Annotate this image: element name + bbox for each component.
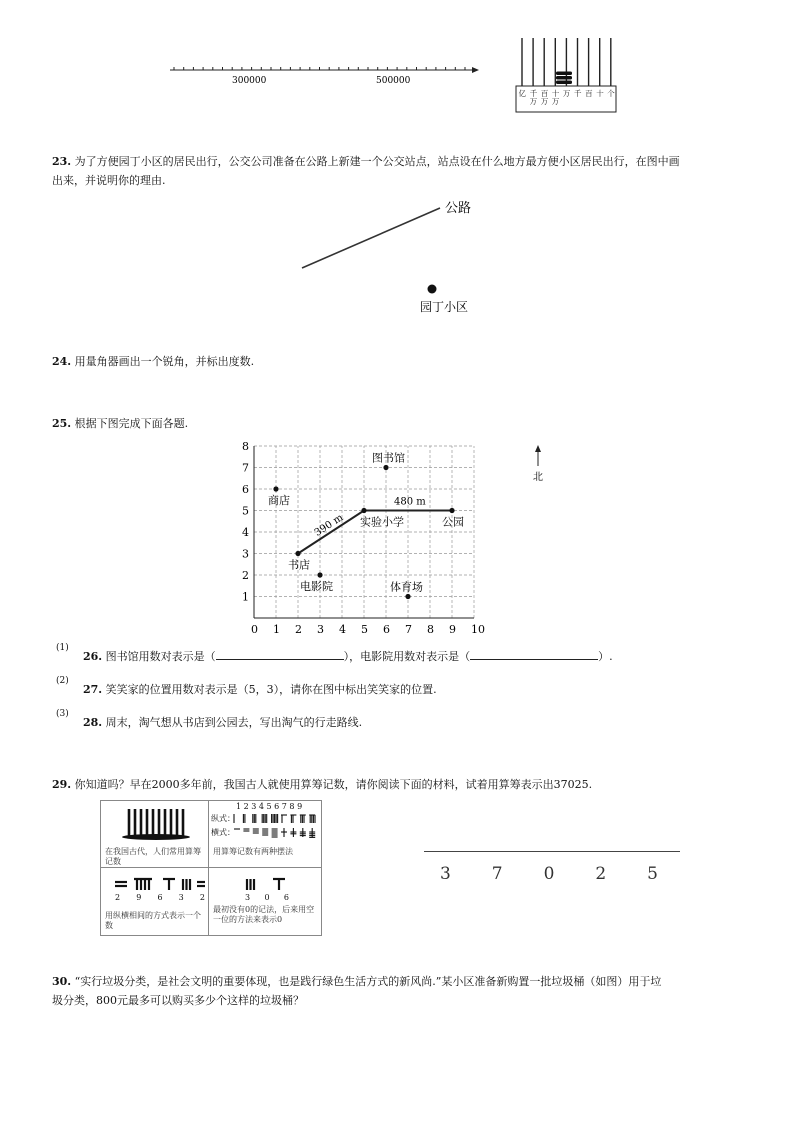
panel-caption-2: 用算筹记数有两种摆法 <box>213 847 293 856</box>
x-tick-label: 2 <box>295 623 302 636</box>
x-tick-label: 8 <box>427 623 434 636</box>
question-26: 26. 图书馆用数对表示是（ ），电影院用数对表示是（ ）. <box>83 650 613 663</box>
answer-digit: 0 <box>543 864 555 884</box>
x-tick-label: 4 <box>339 623 346 636</box>
y-tick-label: 7 <box>242 461 249 475</box>
digit-header-row: 1 2 3 4 5 6 7 8 9 <box>236 802 303 811</box>
example-digit: 9 <box>136 893 142 902</box>
place-label: 书店 <box>288 558 310 572</box>
abacus-place-label: 百 <box>540 89 549 98</box>
zong-digit-8 <box>300 815 306 823</box>
question-28: 28. 周末，淘气想从书店到公园去，写出淘气的行走路线. <box>83 716 363 729</box>
x-tick-label: 3 <box>317 623 324 636</box>
heng-digit-6 <box>281 828 287 837</box>
question-number: 26. <box>83 650 103 663</box>
question-text: 根据下图完成下面各题. <box>74 417 189 430</box>
sub-index-1: (1) <box>56 643 69 653</box>
heng-digit-2 <box>243 829 249 831</box>
abacus-place-label: 个 <box>607 89 615 98</box>
heng-digit-4 <box>262 829 268 835</box>
y-tick-label: 8 <box>242 440 249 453</box>
example-digits-306 <box>245 893 289 902</box>
question-text: 用量角器画出一个锐角，并标出度数. <box>74 355 255 368</box>
north-indicator <box>526 444 550 484</box>
answer-line[interactable] <box>424 851 680 852</box>
abacus-place-label: 万 <box>529 97 538 106</box>
panel-caption-3: 用纵横相间的方式表示一个数 <box>105 911 201 930</box>
question-number: 29. <box>52 778 72 791</box>
place-point <box>361 508 366 513</box>
place-point <box>405 594 410 599</box>
answer-digit: 3 <box>440 864 451 884</box>
answer-blank-library[interactable] <box>216 649 344 660</box>
zong-label: 纵式： <box>211 814 235 823</box>
heng-label: 横式： <box>211 828 235 837</box>
y-tick-label: 1 <box>242 590 249 604</box>
number-line <box>166 58 482 90</box>
question-text: 为了方便园丁小区的居民出行，公交公司准备在公路上新建一个公交站点，站点设在什么地方最方便小区居民出行，在图中画 <box>74 155 680 168</box>
x-tick-label: 7 <box>405 623 412 636</box>
zong-rods <box>233 813 321 825</box>
counting-frame <box>512 36 620 116</box>
question-text: “实行垃圾分类，是社会文明的重要体现，也是践行绿色生活方式的新风尚.”某小区准备新购置一批垃圾桶（如图）用于垃 <box>74 975 662 988</box>
example-rods-29632 <box>111 875 205 893</box>
question-23 <box>52 152 680 171</box>
y-tick-label: 2 <box>242 569 249 582</box>
heng-digit-5 <box>272 829 278 837</box>
place-label: 实验小学 <box>360 515 404 529</box>
zong-digit-4 <box>262 814 267 823</box>
question-27: 27. 笑笑家的位置用数对表示是（5，3），请你在图中标出笑笑家的位置. <box>83 683 437 696</box>
zong-digit-7 <box>290 815 296 823</box>
zong-digit-5 <box>272 814 278 823</box>
abacus-bead <box>556 81 572 85</box>
y-tick-label: 6 <box>242 483 249 496</box>
place-point <box>295 551 300 556</box>
question-30-line2: 圾分类，800元最多可以购买多少个这样的垃圾桶？ <box>52 994 304 1007</box>
example-digit: 2 <box>199 893 205 902</box>
heng-digit-7 <box>290 828 296 837</box>
x-tick-label: 0 <box>251 623 258 636</box>
x-tick-label: 9 <box>449 623 456 636</box>
road-label: 公路 <box>445 201 472 216</box>
zong-digit-9 <box>309 815 315 823</box>
question-25 <box>52 414 188 433</box>
panel-caption-1: 在我国古代，人们常用算筹记数 <box>105 847 201 866</box>
x-tick-label: 5 <box>361 623 368 636</box>
example-digit: 6 <box>283 893 289 902</box>
question-30 <box>52 972 661 991</box>
place-label: 商店 <box>268 494 290 507</box>
answer-digits <box>440 864 658 884</box>
abacus-place-label: 十 <box>596 89 604 98</box>
north-label: 北 <box>533 472 543 483</box>
abacus-place-label: 万 <box>540 97 549 106</box>
zong-digit-2 <box>243 814 245 823</box>
zong-digit-3 <box>253 814 256 823</box>
y-tick-label: 4 <box>242 526 249 539</box>
place-point <box>383 465 388 470</box>
community-point <box>428 285 437 294</box>
abacus-place-label: 十 <box>551 89 560 98</box>
heng-digit-8 <box>300 828 306 837</box>
answer-digit: 7 <box>491 864 503 884</box>
question-number: 30. <box>52 975 72 988</box>
question-29 <box>52 775 592 794</box>
x-tick-label: 1 <box>273 623 280 636</box>
sub-index-3: (3) <box>56 709 69 719</box>
question-24 <box>52 352 254 371</box>
zong-digit-6 <box>281 815 287 823</box>
answer-digit: 2 <box>595 864 607 884</box>
y-tick-label: 3 <box>242 547 249 561</box>
panel-caption-4: 最初没有0的记法，后来用空一位的方法来表示0 <box>213 905 315 924</box>
example-digits-29632 <box>115 893 205 902</box>
question-number: 24. <box>52 355 72 368</box>
abacus-bead <box>556 76 572 80</box>
question-number: 23. <box>52 155 72 168</box>
x-tick-label: 10 <box>471 623 485 636</box>
question-text: 你知道吗？早在2000多年前，我国古人就使用算筹记数，请你阅读下面的材料，试着用算筹表示出37025. <box>74 778 593 791</box>
place-label: 图书馆 <box>372 451 405 465</box>
abacus-place-label: 万 <box>551 97 560 106</box>
place-label: 公园 <box>442 515 464 529</box>
x-tick-label: 6 <box>383 623 390 636</box>
answer-digit: 5 <box>647 864 658 884</box>
road-diagram <box>290 190 520 320</box>
counting-rods-panel <box>100 800 322 936</box>
y-tick-label: 5 <box>242 504 249 518</box>
heng-rods <box>233 827 321 839</box>
road-line <box>302 208 440 268</box>
abacus-place-label: 百 <box>585 89 593 98</box>
abacus-place-label: 亿 <box>518 89 526 98</box>
place-point <box>273 486 278 491</box>
numberline-label-500000: 500000 <box>376 76 411 86</box>
distance-label-480: 480 m <box>394 496 426 508</box>
sub-index-2: (2) <box>56 676 69 686</box>
place-point <box>317 572 322 577</box>
heng-digit-9 <box>309 828 315 837</box>
place-label: 电影院 <box>300 580 333 593</box>
abacus-place-label: 万 <box>562 89 571 98</box>
example-digit: 2 <box>115 893 121 902</box>
heng-digit-3 <box>253 829 259 833</box>
rods-bundle-image <box>119 807 199 843</box>
numberline-label-300000: 300000 <box>232 76 267 86</box>
example-rods-306 <box>241 875 291 893</box>
abacus-place-label: 千 <box>529 89 538 98</box>
example-digit: 3 <box>178 893 184 902</box>
question-number: 25. <box>52 417 72 430</box>
answer-blank-cinema[interactable] <box>470 649 598 660</box>
example-digit: 3 <box>245 893 251 902</box>
question-23-line2: 出来，并说明你的理由. <box>52 174 166 187</box>
example-digit: 6 <box>157 893 163 902</box>
coordinate-map <box>236 436 492 640</box>
question-number: 28. <box>83 716 103 729</box>
question-number: 27. <box>83 683 103 696</box>
abacus-place-label: 千 <box>574 89 582 98</box>
place-label: 体育场 <box>390 580 423 594</box>
abacus-bead <box>556 72 572 76</box>
community-label: 园丁小区 <box>420 300 469 314</box>
example-digit: 0 <box>264 893 270 902</box>
distance-label-390: 390 m <box>312 512 346 539</box>
place-point <box>449 508 454 513</box>
